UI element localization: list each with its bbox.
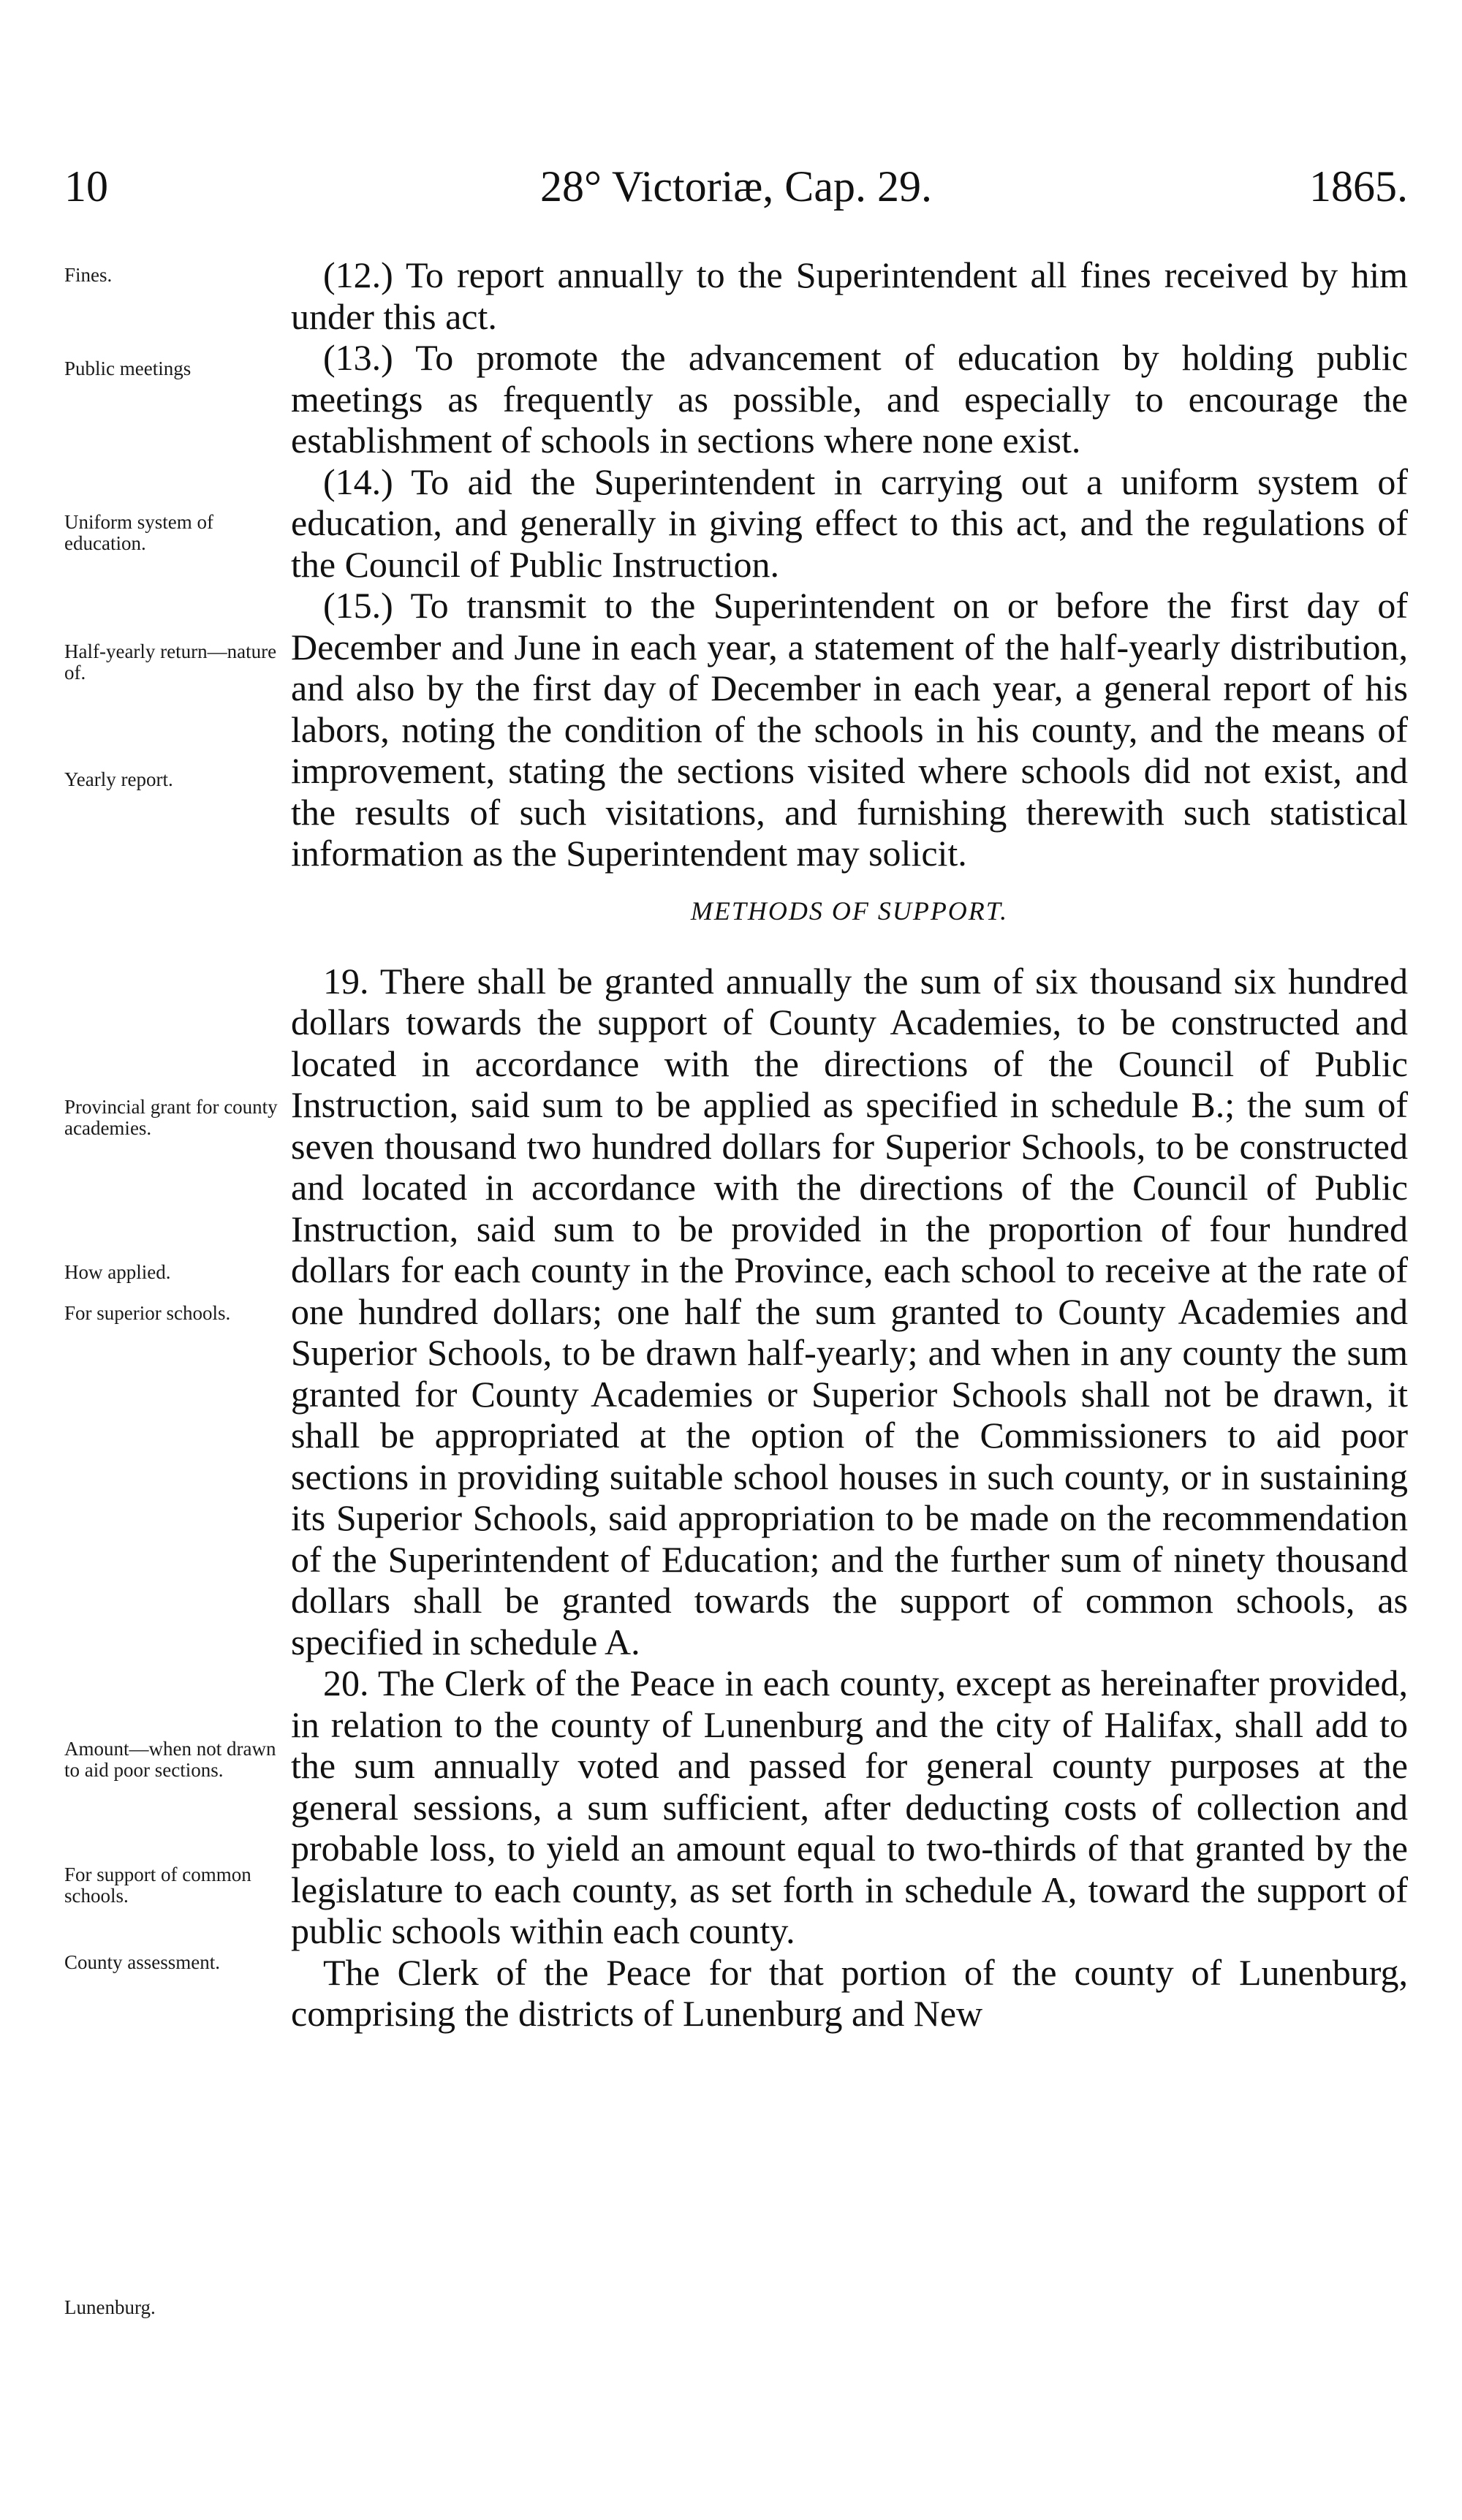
margin-note-county-assessment: County assessment.	[64, 1951, 220, 1973]
margin-note-how-applied: How applied.	[64, 1261, 171, 1283]
running-head	[64, 157, 1408, 216]
margin-note-amount-when-not-drawn: Amount—when not drawn to aid poor sections.	[64, 1738, 276, 1781]
section-heading: METHODS OF SUPPORT.	[690, 896, 1009, 926]
section-20: 20. The Clerk of the Peace in each county, except as hereinafter provided, in relation to the county of Lunenburg and the city of Halifax, shall add to the sum annually voted and passed for general county purposes at the general sessions, a sum sufficient, after deducting costs of collection and probable loss, to yield an amount equal to two-thirds of that granted by the legislature to each county, as set forth in schedule A, toward the support of public schools within each county.	[291, 1662, 1408, 1951]
clause-13: (13.) To promote the advancement of education by holding public meetings as frequently as possible, and especially to encourage the establishment of schools in sections where none exist.	[291, 337, 1408, 461]
year: 1865.	[1309, 162, 1408, 211]
margin-note-yearly-report: Yearly report.	[64, 768, 173, 790]
margin-note-superior-schools: For superior schools.	[64, 1302, 231, 1324]
margin-note-provincial-grant: Provincial grant for county academies.	[64, 1096, 278, 1139]
margin-note-common-schools: For support of common schools.	[64, 1863, 251, 1907]
section-20-lunenburg: The Clerk of the Peace for that portion of the county of Lunenburg, comprising the districts of Lunenburg and New	[291, 1951, 1408, 2034]
clause-15: (15.) To transmit to the Superintendent on or before the first day of December and June in each year, a statement of the half-yearly distribution, and also by the first day of December in each year, a general report of his labors, noting the condition of the schools in his county, and the means of improvement, stating the sections visited where schools did not exist, and the results of such visitations, and furnishing therewith such statistical information as the Superintendent may solicit.	[291, 585, 1408, 874]
running-title: 28° Victoriæ, Cap. 29.	[540, 162, 932, 211]
margin-note-half-yearly-return: Half-yearly return—nature of.	[64, 640, 277, 684]
clause-14: (14.) To aid the Superintendent in carrying out a uniform system of education, and generally in giving effect to this act, and the regulations of the Council of Public Instruction.	[291, 461, 1408, 585]
margin-note-lunenburg: Lunenburg.	[64, 2296, 156, 2318]
page-number: 10	[64, 162, 108, 211]
margin-note-public-meetings: Public meetings	[64, 357, 192, 379]
statute-body	[291, 254, 1408, 2035]
section-19: 19. There shall be granted annually the sum of six thousand six hundred dollars towards the support of County Academies, to be constructed and located in accordance with the directions of the Council of Public Instruction, said sum to be applied as specified in schedule B.; the sum of seven thousand two hundred dollars for Superior Schools, to be constructed and located in accordance with the directions of the Council of Public Instruction, said sum to be provided in the proportion of four hundred dollars for each county in the Province, each school to receive at the rate of one hundred dollars; one half the sum granted to County Academies and Superior Schools, to be drawn half-yearly; and when in any county the sum granted for County Academies or Superior Schools shall not be drawn, it shall be appropriated at the option of the Commissioners to aid poor sections in providing suitable school houses in such county, or in sustaining its Superior Schools, said appropriation to be made on the recommendation of the Superintendent of Education; and the further sum of ninety thousand dollars shall be granted towards the support of common schools, as specified in schedule A.	[291, 960, 1408, 1662]
margin-note-uniform-system: Uniform system of education.	[64, 511, 213, 554]
clause-12: (12.) To report annually to the Superintendent all fines received by him under this act.	[291, 254, 1408, 337]
margin-note-fines: Fines.	[64, 264, 113, 286]
